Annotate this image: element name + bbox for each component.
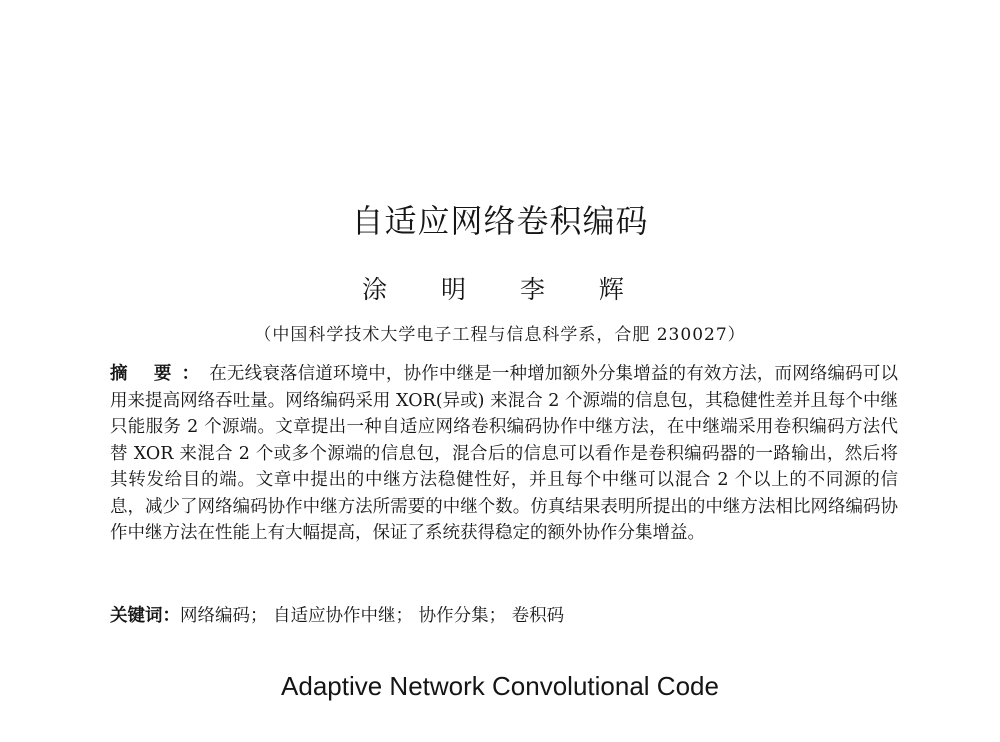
english-title: Adaptive Network Convolutional Code — [281, 671, 719, 701]
abstract-section — [110, 361, 898, 547]
paper-authors: 涂 明 李 辉 — [362, 275, 638, 304]
paper-affiliation: （中国科学技术大学电子工程与信息科学系，合肥 230027） — [254, 325, 746, 345]
paper-title: 自适应网络卷积编码 — [351, 202, 649, 240]
abstract-label: 摘 要： — [110, 364, 210, 384]
abstract-text: 在无线衰落信道环境中，协作中继是一种增加额外分集增益的有效方法，而网络编码可以用来提高网络吞吐量。网络编码采用 XOR(异或) 来混合 2 个源端的信息包，其稳健性差并且每个中继只能服务 2 个源端。文章提出一种自适应网络卷积编码协作中继方法，在中继端采用卷积编码方法代替 XOR 来混合 2 个或多个源端的信息包，混合后的信息可以看作是卷积编码器的一路输出，然后将其转发给目的端。文章中提出的中继方法稳健性好，并且每个中继可以混合 2 个以上的不同源的信息，减少了网络编码协作中继方法所需要的中继个数。仿真结果表明所提出的中继方法相比网络编码协作中继方法在性能上有大幅提高，保证了系统获得稳定的额外协作分集增益。 — [110, 364, 899, 543]
keywords-section — [110, 603, 898, 629]
keywords-text: 网络编码； 自适应协作中继； 协作分集； 卷积码 — [180, 606, 565, 626]
keywords-label: 关键词： — [110, 606, 180, 626]
